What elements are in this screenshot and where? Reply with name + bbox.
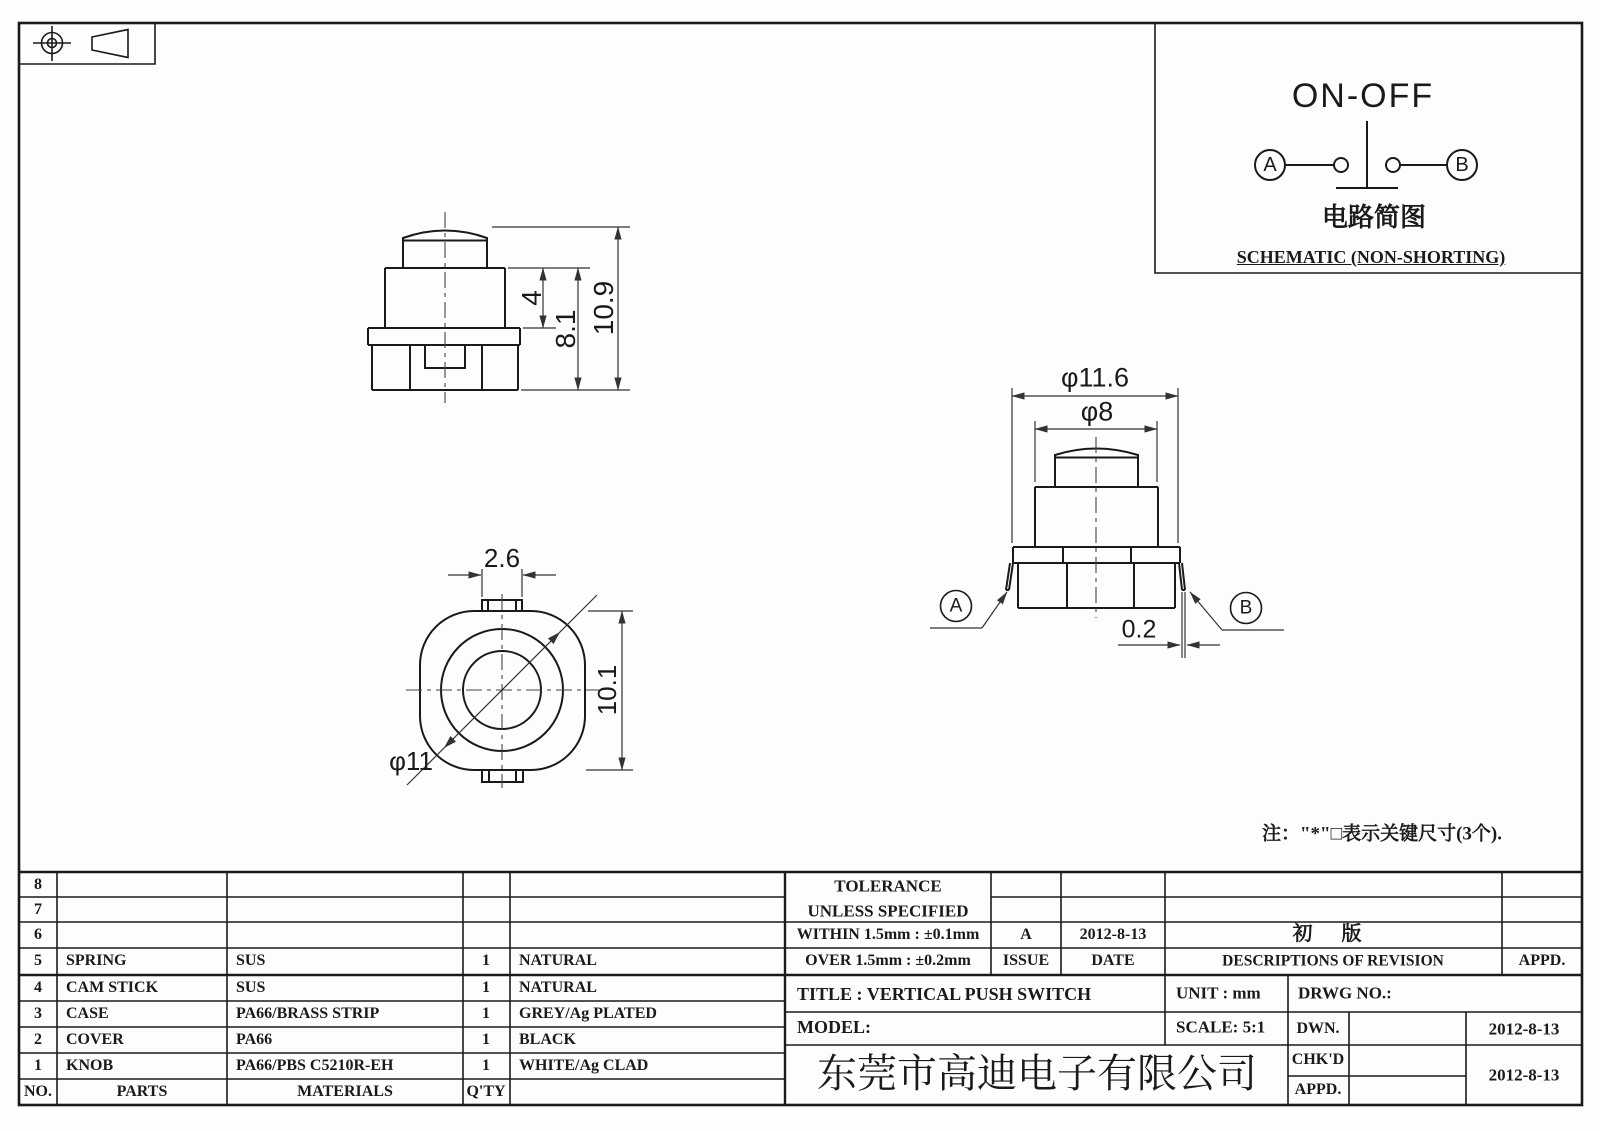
dim-flat-height: 10.1: [592, 664, 622, 716]
part-row-no: 5: [34, 952, 42, 969]
issue-date-value: 2012-8-13: [1079, 926, 1147, 943]
part-material: SUS: [236, 952, 266, 969]
part-row-no: 4: [34, 979, 42, 996]
front-view-right: [930, 388, 1284, 658]
dim-tab-width: 2.6: [483, 543, 521, 573]
schematic-terminal-a-label: A: [1263, 154, 1277, 176]
dim-body-height: 8.1: [550, 309, 581, 349]
part-finish: GREY/Ag PLATED: [519, 1005, 657, 1022]
part-material: PA66: [236, 1031, 273, 1048]
part-row-no: 2: [34, 1031, 42, 1048]
part-material: PA66/BRASS STRIP: [236, 1005, 380, 1022]
drwg-no-label: DRWG NO.:: [1298, 983, 1392, 1003]
part-qty: 1: [482, 952, 490, 969]
part-name: KNOB: [66, 1057, 114, 1074]
revision-description: 初 版: [1292, 923, 1374, 945]
part-row-no: 6: [34, 926, 42, 943]
drawing-title: TITLE : VERTICAL PUSH SWITCH: [797, 984, 1092, 1004]
schematic-title: ON-OFF: [1291, 77, 1435, 115]
schematic-box: [1155, 23, 1582, 273]
date-label: DATE: [1091, 952, 1135, 969]
tolerance-subtitle: UNLESS SPECIFIED: [807, 901, 969, 921]
dim-flange-diameter: φ11.6: [1060, 362, 1130, 393]
dim-step-height: 4: [516, 290, 547, 306]
part-qty: 1: [482, 979, 490, 996]
issue-label: ISSUE: [1002, 952, 1050, 969]
col-header-parts: PARTS: [116, 1083, 168, 1100]
part-row-no: 3: [34, 1005, 42, 1022]
part-material: SUS: [236, 979, 266, 996]
revision-appd-header: APPD.: [1518, 952, 1566, 969]
part-name: SPRING: [66, 952, 127, 969]
dim-total-height: 10.9: [588, 280, 619, 336]
terminal-a-label: A: [949, 595, 963, 617]
key-dimension-note: 注："*"□表示关键尺寸(3个).: [1262, 823, 1502, 845]
col-header-no: NO.: [24, 1083, 52, 1100]
dim-knob-diameter: φ8: [1080, 396, 1114, 427]
part-row-no: 8: [34, 876, 42, 893]
dwn-label: DWN.: [1296, 1020, 1340, 1037]
part-name: CASE: [66, 1005, 109, 1022]
issue-value: A: [1020, 926, 1032, 943]
part-name: COVER: [66, 1031, 124, 1048]
model-label: MODEL:: [797, 1017, 871, 1037]
col-header-qty: Q'TY: [466, 1083, 506, 1100]
unit-label: UNIT : mm: [1176, 983, 1261, 1003]
schematic-caption-en: SCHEMATIC (NON-SHORTING): [1236, 247, 1506, 267]
part-finish: BLACK: [519, 1031, 576, 1048]
col-header-materials: MATERIALS: [297, 1083, 393, 1100]
chkd-date: 2012-8-13: [1488, 1065, 1560, 1085]
part-material: PA66/PBS C5210R-EH: [236, 1057, 394, 1074]
schematic-terminal-b-label: B: [1455, 154, 1469, 176]
part-qty: 1: [482, 1057, 490, 1074]
part-finish: WHITE/Ag CLAD: [519, 1057, 649, 1074]
part-finish: NATURAL: [519, 952, 597, 969]
revision-header: DESCRIPTIONS OF REVISION: [1222, 952, 1444, 970]
dim-outer-diameter: φ11: [389, 746, 433, 776]
projection-symbol-icon: [19, 23, 155, 64]
part-row-no: 1: [34, 1057, 42, 1074]
part-name: CAM STICK: [66, 979, 159, 996]
part-finish: NATURAL: [519, 979, 597, 996]
dim-terminal-thickness: 0.2: [1121, 615, 1157, 644]
scale-label: SCALE: 5:1: [1176, 1017, 1266, 1037]
schematic-caption-cn: 电路简图: [1321, 202, 1427, 232]
part-row-no: 7: [34, 901, 42, 918]
terminal-b-label: B: [1239, 597, 1253, 619]
tolerance-over: OVER 1.5mm : ±0.2mm: [805, 952, 971, 969]
company-name: 东莞市高迪电子有限公司: [817, 1052, 1257, 1096]
tolerance-title: TOLERANCE: [834, 876, 942, 896]
part-qty: 1: [482, 1005, 490, 1022]
part-qty: 1: [482, 1031, 490, 1048]
tolerance-within: WITHIN 1.5mm : ±0.1mm: [796, 926, 980, 943]
appd-label: APPD.: [1294, 1081, 1342, 1098]
chkd-label: CHK'D: [1291, 1051, 1345, 1068]
dwn-date: 2012-8-13: [1488, 1019, 1560, 1039]
